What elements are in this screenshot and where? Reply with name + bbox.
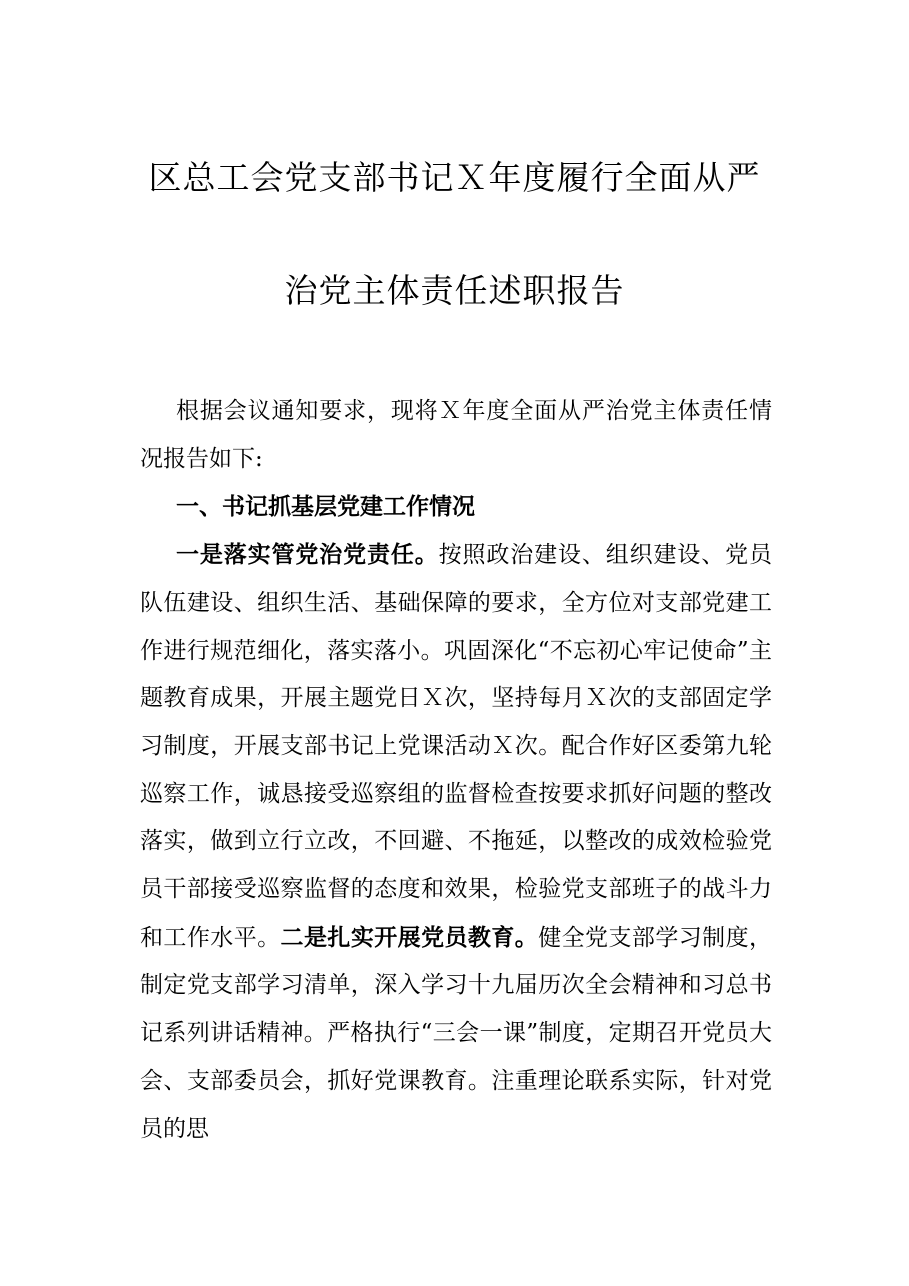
document-title-line2: 治党主体责任述职报告 bbox=[284, 271, 625, 310]
paragraph-text: 健全党支部学习制度，制定党支部学习清单，深入学习十九届历次全会精神和习总书记系列讲话精神。严格执行“三会一课”制度，定期召开党员大会、支部委员会，抓好党课教育。注重理论联系实际，针对党员的思 bbox=[140, 924, 773, 1142]
intro-paragraph: 根据会议通知要求，现将Ｘ年度全面从严治党主体责任情况报告如下: bbox=[140, 398, 772, 472]
section-heading: 一、书记抓基层党建工作情况 bbox=[176, 493, 475, 521]
paragraph-lead: 一是落实管党治党责任。 bbox=[176, 541, 439, 569]
body-paragraph bbox=[140, 531, 772, 1153]
document-title-line1: 区总工会党支部书记Ｘ年度履行全面从严 bbox=[148, 158, 761, 197]
document-body bbox=[140, 388, 772, 1153]
paragraph-text: 按照政治建设、组织建设、党员队伍建设、组织生活、基础保障的要求，全方位对支部党建工作进行规范细化，落实落小。巩固深化“不忘初心牢记使命”主题教育成果，开展主题党日Ｘ次，坚持每月Ｘ次的支部固定学习制度，开展支部书记上党课活动Ｘ次。配合作好区委第九轮巡察工作，诚恳接受巡察组的监督检查按要求抓好问题的整改落实，做到立行立改，不回避、不拖延，以整改的成效检验党员干部接受巡察监督的态度和效果，检验党支部班子的战斗力和工作水平。 bbox=[140, 542, 772, 951]
paragraph-lead: 二是扎实开展党员教育。 bbox=[280, 923, 539, 951]
